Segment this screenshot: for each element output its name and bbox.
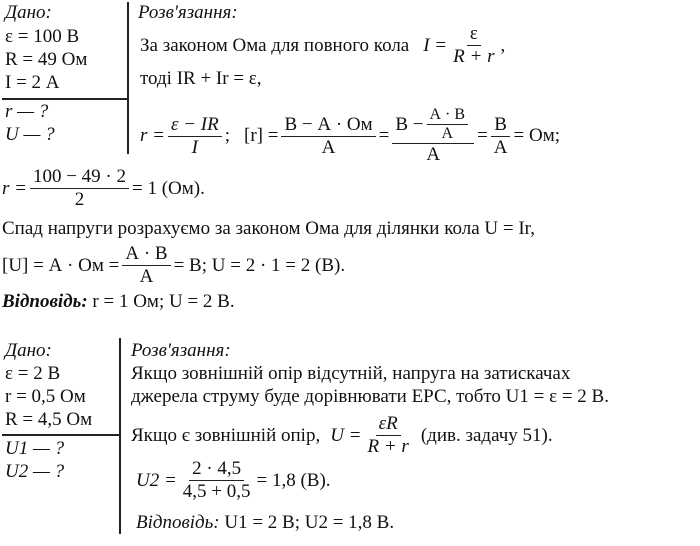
- ohm-formula-numerator: ε: [467, 24, 481, 46]
- solution-header-2: Розв'язання:: [131, 340, 231, 361]
- given-external-resistance-2: R = 4,5 Ом: [5, 409, 93, 430]
- given-divider-2: [2, 434, 120, 436]
- u-units-line: [2, 244, 345, 287]
- answer-2-label: Відповідь:: [136, 512, 220, 533]
- ohm-law-intro: За законом Ома для повного кола: [140, 34, 410, 56]
- given-internal-resistance-2: r = 0,5 Ом: [5, 386, 86, 407]
- given-divider: [2, 98, 128, 100]
- unit-fraction-2-inner-denominator: А: [441, 125, 454, 142]
- ohm-formula-fraction: [450, 24, 497, 67]
- voltage-drop-line: Спад напруги розрахуємо за законом Ома для ділянки кола U = Ir,: [2, 218, 535, 239]
- u-formula-lhs: U =: [330, 424, 362, 446]
- u-formula-numerator: εR: [376, 414, 401, 436]
- unit-fraction-2-left: В −: [395, 113, 424, 135]
- u2-calc-tail: = 1,8 (В).: [256, 469, 331, 491]
- unit-fraction-1: [281, 115, 375, 158]
- find-u: U — ?: [5, 124, 55, 145]
- u-units-denominator: А: [139, 266, 154, 287]
- given-resistance: R = 49 Ом: [5, 49, 88, 70]
- unit-fraction-2-inner-numerator: А · В: [427, 107, 469, 125]
- u-formula-denominator: R + r: [367, 436, 409, 457]
- u-units-tail: = В; U = 2 · 1 = 2 (В).: [173, 254, 346, 276]
- unit-fraction-2-denominator: А: [426, 144, 441, 165]
- find-u2: U2 — ?: [5, 461, 65, 482]
- u-units-lhs: [U] = А · Ом =: [2, 254, 120, 276]
- unit-fraction-3-denominator: А: [493, 136, 508, 158]
- u2-calc-denominator: 4,5 + 0,5: [182, 481, 251, 502]
- u-units-fraction: [122, 244, 170, 287]
- unit-fraction-2-inner: [427, 107, 469, 142]
- unit-label: [r] =: [244, 125, 279, 146]
- u-formula-fraction: [365, 414, 412, 457]
- answer-1-line: [2, 291, 235, 313]
- r-formula-lhs: r =: [140, 125, 165, 146]
- solution-2-line-3: [131, 414, 553, 457]
- unit-fraction-3: [491, 115, 511, 158]
- r-calc-lhs: r =: [2, 177, 27, 199]
- find-r: r — ?: [5, 101, 49, 122]
- answer-2-line: [136, 512, 394, 534]
- given-emf: ε = 100 В: [5, 26, 80, 47]
- r-formula-numerator: ε − IR: [168, 115, 222, 137]
- r-formula-fraction: [168, 115, 222, 158]
- r-calc-line: [2, 167, 205, 210]
- answer-1-label: Відповідь:: [2, 291, 88, 312]
- u-units-numerator: А · В: [122, 244, 170, 266]
- u2-calc-fraction: [180, 459, 254, 502]
- u-formula-tail: (див. задачу 51).: [420, 424, 553, 446]
- given-current: I = 2 А: [5, 72, 60, 93]
- given-solution-separator-2: [119, 338, 121, 534]
- u2-calc-line: [136, 459, 331, 502]
- given-emf-2: ε = 2 В: [5, 363, 61, 384]
- u2-calc-numerator: 2 · 4,5: [189, 459, 244, 481]
- r-formula-tail: ;: [224, 125, 230, 146]
- unit-fraction-1-numerator: В − А · Ом: [281, 115, 375, 137]
- find-u1: U1 — ?: [5, 438, 65, 459]
- given-solution-separator: [127, 2, 129, 154]
- given-header: Дано:: [5, 2, 52, 23]
- ohm-formula-tail: ,: [500, 34, 506, 56]
- r-calc-numerator: 100 − 49 · 2: [30, 167, 129, 189]
- answer-2-text: U1 = 2 В; U2 = 1,8 В.: [224, 512, 395, 533]
- unit-fraction-1-denominator: А: [321, 136, 336, 158]
- r-calc-denominator: 2: [74, 189, 85, 210]
- solution-header: Розв'язання:: [138, 2, 238, 23]
- then-line: тоді IR + Ir = ε,: [140, 68, 262, 89]
- answer-1-text: r = 1 Ом; U = 2 В.: [92, 291, 235, 312]
- unit-fraction-2: [392, 107, 474, 165]
- unit-tail: = Ом;: [513, 125, 561, 146]
- solution-2-line-1: Якщо зовнішній опір відсутній, напруга на затискачах: [131, 363, 571, 384]
- r-calc-tail: = 1 (Ом).: [132, 177, 205, 199]
- solution-2-line-3-text: Якщо є зовнішній опір,: [131, 424, 321, 446]
- r-formula-denominator: I: [191, 136, 198, 158]
- r-formula-line: r = $\frac{\varepsilon - IR}{I}$ ; [r] = $\frac{В - А \cdot Ом}{А}$ = В − $\frac{А \cdot В}{А}$ А = $\frac{В}{А}$ = Ом;: [140, 106, 561, 165]
- r-calc-fraction: [30, 167, 129, 210]
- unit-fraction-3-numerator: В: [491, 115, 510, 137]
- ohm-formula-lhs: I =: [423, 34, 448, 56]
- ohm-law-line: [140, 24, 505, 67]
- solution-2-line-2: джерела струму буде дорівнювати ЕРС, тобто U1 = ε = 2 В.: [131, 386, 609, 407]
- ohm-formula-denominator: R + r: [453, 46, 495, 67]
- u2-calc-lhs: U2 =: [136, 469, 177, 491]
- given-header-2: Дано:: [5, 340, 52, 361]
